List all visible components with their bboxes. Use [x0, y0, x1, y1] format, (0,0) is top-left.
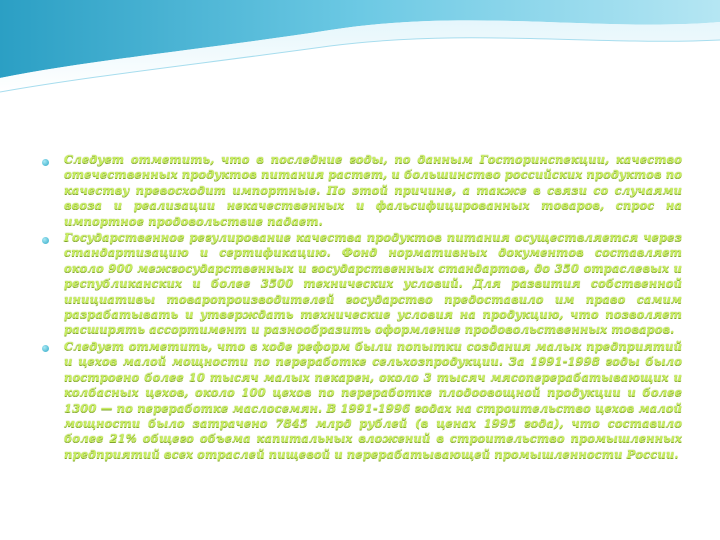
paragraph-regulation: Государственное регулирование качества продуктов питания осуществляется через стандартизацию и сертификацию. Фонд нормативных документов составляет около 900 межгосударственных и государственных стандартов, до 350 отраслевых и республиканских и более 3500 технических условий. Для развития собственной инициативы товаропроизводителей государство предоставило им право самим разрабатывать и утверждать технические условия на продукцию, что позволяет расширять ассортимент и разнообразить оформление продовольственных товаров. — [64, 230, 682, 337]
paragraph-reforms: Следует отметить, что в ходе реформ были попытки создания малых предприятий и цехов малой мощности по переработке сельхозпродукции. За 1991-1998 годы было построено более 10 тысяч малых пекарен, около 3 тысяч мясоперерабатывающих и колбасных цехов, около 100 цехов по переработке плодоовощной продукции и более 1300 — по переработке маслосемян. В 1991-1996 годах на строительство цехов малой мощности было затрачено 7845 млрд рублей (в ценах 1995 года), что составило более 21% общего объема капитальных вложений в строительство промышленных предприятий всех отраслей пищевой и перерабатывающей промышленности России. — [64, 338, 682, 461]
list-item — [42, 230, 682, 338]
list-item — [42, 152, 682, 229]
paragraph-quality: Следует отметить, что в последние годы, по данным Госторинспекции, качество отечественных продуктов питания растет, и большинство российских продуктов по качеству превосходит импортные. По этой причине, а также в связи со случаями ввоза и реализации некачественных и фальсифицированных товаров, спрос на импортное продовольствие падает. — [64, 152, 682, 228]
bullet-icon — [42, 159, 49, 166]
bullet-list — [42, 152, 682, 463]
bullet-icon — [42, 345, 49, 352]
bullet-icon — [42, 237, 49, 244]
list-item — [42, 339, 682, 462]
header-wave-decoration — [0, 0, 720, 120]
